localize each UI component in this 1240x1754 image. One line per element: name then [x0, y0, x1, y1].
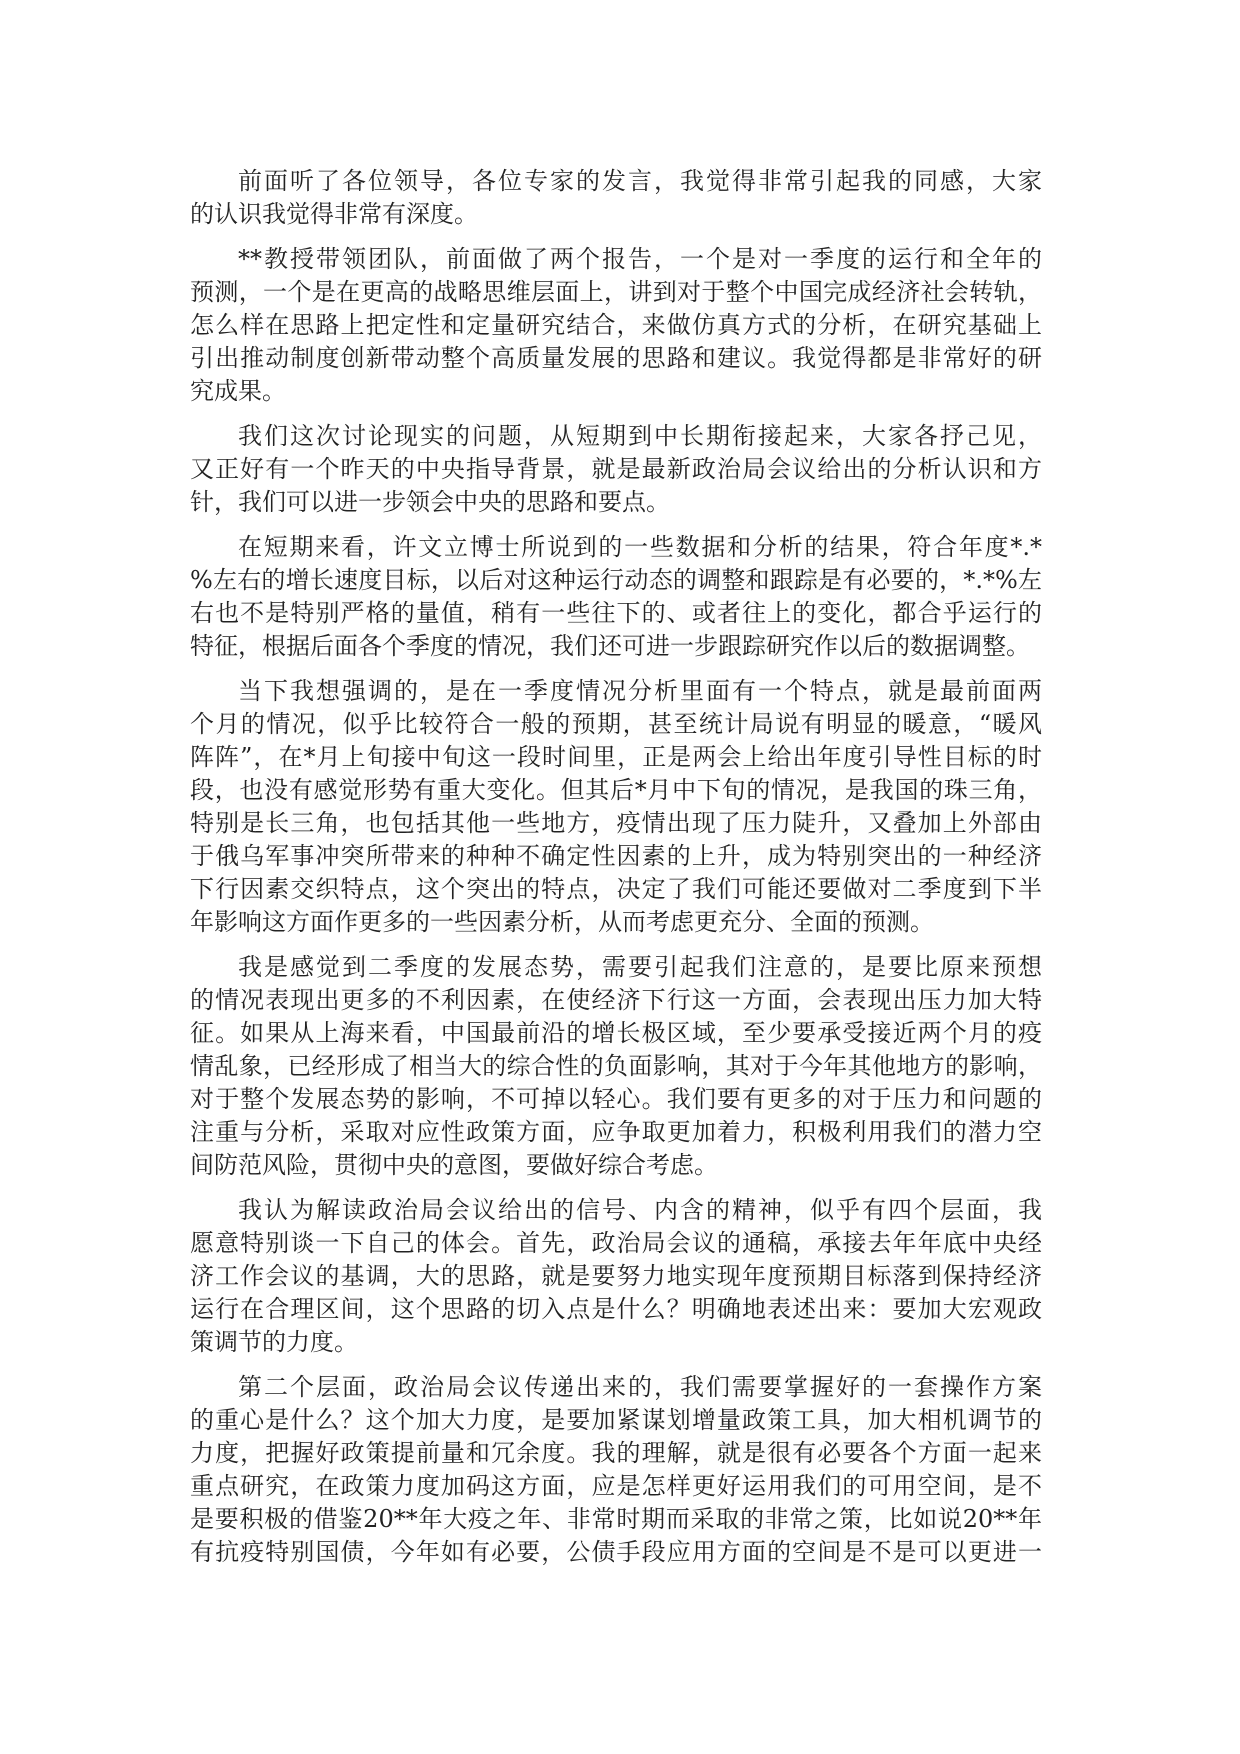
text-line: 针，我们可以进一步领会中央的思路和要点。	[190, 488, 670, 516]
text-line: 究成果。	[190, 377, 286, 405]
text-line: 特别是长三角，也包括其他一些地方，疫情出现了压力陡升，又叠加上外部由	[190, 809, 1042, 837]
paragraph	[190, 1371, 1042, 1569]
text-line: 右也不是特别严格的量值，稍有一些往下的、或者往上的变化，都合乎运行的	[190, 599, 1042, 627]
document-body	[190, 165, 1042, 1581]
text-line: 我是感觉到二季度的发展态势，需要引起我们注意的，是要比原来预想	[238, 953, 1042, 981]
text-line: 于俄乌军事冲突所带来的种种不确定性因素的上升，成为特别突出的一种经济	[190, 842, 1042, 870]
paragraph	[190, 675, 1042, 939]
text-line: 征。如果从上海来看，中国最前沿的增长极区域，至少要承受接近两个月的疫	[190, 1019, 1042, 1047]
paragraph	[190, 1194, 1042, 1359]
text-line: 引出推动制度创新带动整个高质量发展的思路和建议。我觉得都是非常好的研	[190, 344, 1042, 372]
text-line: 年影响这方面作更多的一些因素分析，从而考虑更充分、全面的预测。	[190, 908, 934, 936]
text-line: 第二个层面，政治局会议传递出来的，我们需要掌握好的一套操作方案	[238, 1373, 1042, 1401]
text-line: 我们这次讨论现实的问题，从短期到中长期衔接起来，大家各抒己见，	[238, 422, 1042, 450]
text-line: 下行因素交织特点，这个突出的特点，决定了我们可能还要做对二季度到下半	[190, 875, 1042, 903]
text-line: 的认识我觉得非常有深度。	[190, 200, 478, 228]
text-line: 我认为解读政治局会议给出的信号、内含的精神，似乎有四个层面，我	[238, 1196, 1042, 1224]
text-line: 重点研究，在政策力度加码这方面，应是怎样更好运用我们的可用空间，是不	[190, 1472, 1042, 1500]
text-line: 阵阵”，在*月上旬接中旬这一段时间里，正是两会上给出年度引导性目标的时	[190, 743, 1042, 771]
paragraph	[190, 165, 1042, 231]
text-line: 情乱象，已经形成了相当大的综合性的负面影响，其对于今年其他地方的影响，	[190, 1052, 1042, 1080]
text-line: 是要积极的借鉴20**年大疫之年、非常时期而采取的非常之策，比如说20**年	[190, 1505, 1042, 1533]
text-line: 在短期来看，许文立博士所说到的一些数据和分析的结果，符合年度*.*	[238, 533, 1042, 561]
paragraph	[190, 531, 1042, 663]
text-line: 个月的情况，似乎比较符合一般的预期，甚至统计局说有明显的暖意，“暖风	[190, 710, 1042, 738]
paragraph	[190, 243, 1042, 408]
text-line: %左右的增长速度目标，以后对这种运行动态的调整和跟踪是有必要的，*.*%左	[190, 566, 1042, 594]
text-line: 又正好有一个昨天的中央指导背景，就是最新政治局会议给出的分析认识和方	[190, 455, 1042, 483]
text-line: **教授带领团队，前面做了两个报告，一个是对一季度的运行和全年的	[238, 245, 1042, 273]
text-line: 前面听了各位领导，各位专家的发言，我觉得非常引起我的同感，大家	[238, 167, 1042, 195]
text-line: 当下我想强调的，是在一季度情况分析里面有一个特点，就是最前面两	[238, 677, 1042, 705]
text-line: 特征，根据后面各个季度的情况，我们还可进一步跟踪研究作以后的数据调整。	[190, 632, 1030, 660]
text-line: 的重心是什么？这个加大力度，是要加紧谋划增量政策工具，加大相机调节的	[190, 1406, 1042, 1434]
text-line: 有抗疫特别国债，今年如有必要，公债手段应用方面的空间是不是可以更进一	[190, 1538, 1042, 1566]
text-line: 的情况表现出更多的不利因素，在使经济下行这一方面，会表现出压力加大特	[190, 986, 1042, 1014]
text-line: 注重与分析，采取对应性政策方面，应争取更加着力，积极利用我们的潜力空	[190, 1118, 1042, 1146]
text-line: 策调节的力度。	[190, 1328, 358, 1356]
text-line: 力度，把握好政策提前量和冗余度。我的理解，就是很有必要各个方面一起来	[190, 1439, 1042, 1467]
text-line: 段，也没有感觉形势有重大变化。但其后*月中下旬的情况，是我国的珠三角，	[190, 776, 1042, 804]
text-line: 间防范风险，贯彻中央的意图，要做好综合考虑。	[190, 1151, 718, 1179]
text-line: 预测，一个是在更高的战略思维层面上，讲到对于整个中国完成经济社会转轨，	[190, 278, 1042, 306]
text-line: 运行在合理区间，这个思路的切入点是什么？明确地表述出来：要加大宏观政	[190, 1295, 1042, 1323]
text-line: 对于整个发展态势的影响，不可掉以轻心。我们要有更多的对于压力和问题的	[190, 1085, 1042, 1113]
paragraph	[190, 420, 1042, 519]
text-line: 怎么样在思路上把定性和定量研究结合，来做仿真方式的分析，在研究基础上	[190, 311, 1042, 339]
paragraph	[190, 951, 1042, 1182]
text-line: 愿意特别谈一下自己的体会。首先，政治局会议的通稿，承接去年年底中央经	[190, 1229, 1042, 1257]
text-line: 济工作会议的基调，大的思路，就是要努力地实现年度预期目标落到保持经济	[190, 1262, 1042, 1290]
